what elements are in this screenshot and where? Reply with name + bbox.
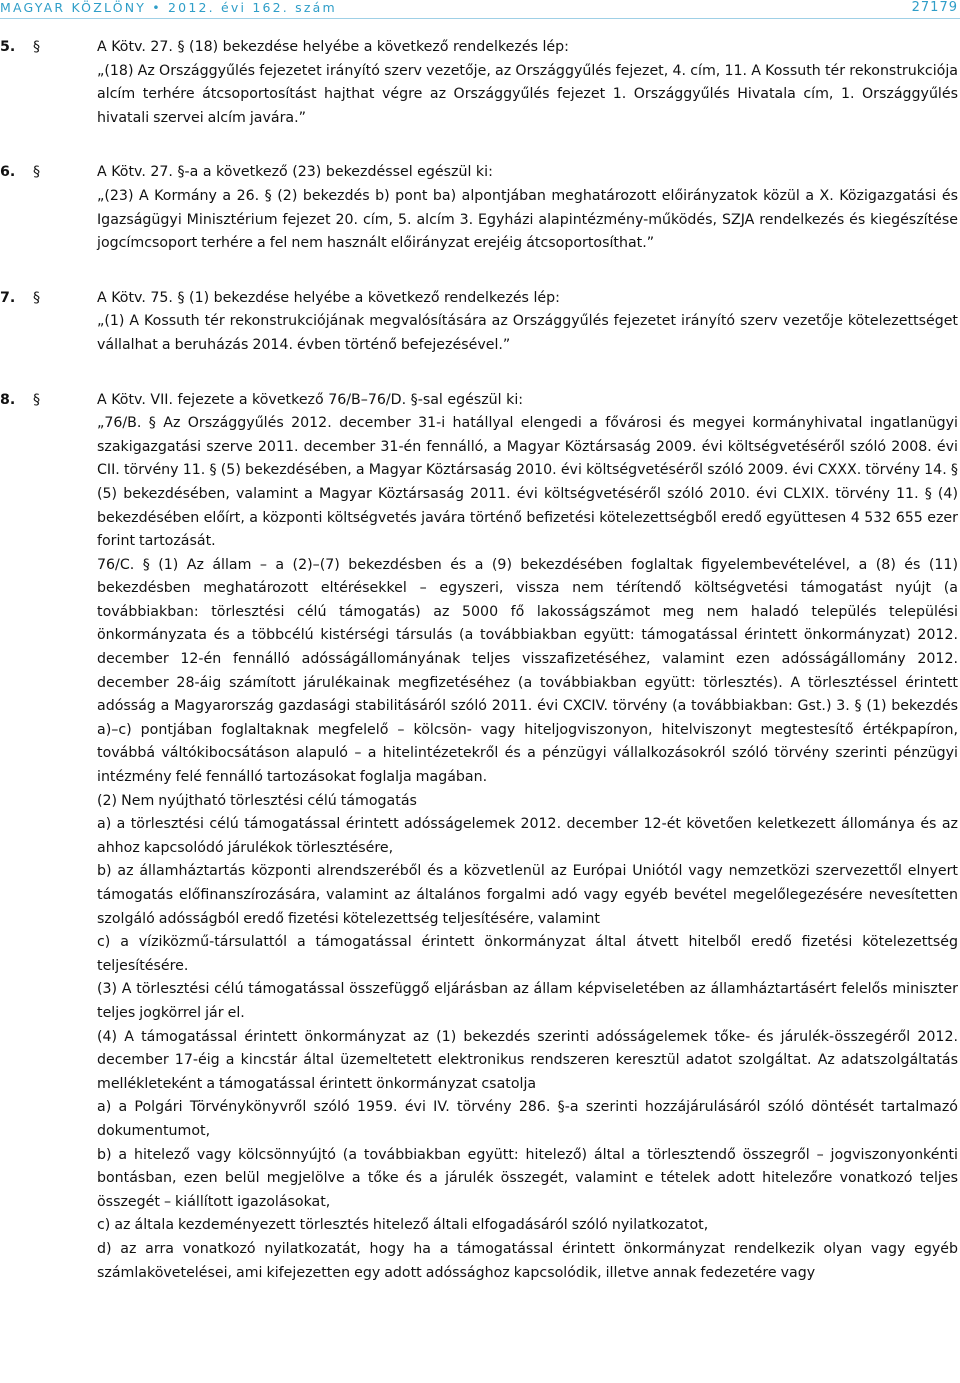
section-7	[0, 287, 960, 358]
section-heading	[0, 36, 960, 60]
section-sign: §	[33, 289, 41, 306]
paragraph-76c-4b: b) a hitelező vagy kölcsönnyújtó (a továbbiakban együtt: hitelező) által a törlesztendő összegről – jogviszonyonkénti bontásban, ezen belül megjelölve a tőke és a járulék összegét, valamint e tételek adott hitelezőre vonatkozó teljes összegét – kiállított igazolásokat,	[97, 1146, 958, 1210]
section-number: 8.	[0, 391, 16, 408]
page-number: 27179	[911, 0, 958, 15]
section-number: 7.	[0, 289, 16, 306]
section-8	[0, 389, 960, 1286]
paragraph-76c-1: 76/C. § (1) Az állam – a (2)–(7) bekezdésben és a (9) bekezdésében foglaltak figyelembevételével, a (8) és (11) bekezdésben meghatározott eltérésekkel – egyszeri, vissza nem térítendő költségvetési támogatást nyújt (a továbbiakban: törlesztési célú támogatás) az 5000 fő lakosságszámot meg nem haladó település települési önkormányzata és a többcélú kistérségi társulás (a továbbiakban együtt: támogatással érintett önkormányzat) 2012. december 12-én fennálló adósságállományának teljes visszafizetéséhez, valamint ezen adósságállomány 2012. december 28-áig számított járulékainak megfizetéséhez (a továbbiakban együtt: törlesztés). A törlesztéssel érintett adósság a Magyarország gazdasági stabilitásáról szóló 2011. évi CXCIV. törvény (a továbbiakban: Gst.) 3. § (1) bekezdés a)–c) pontjában foglaltaknak megfelelő – kölcsön- vagy hiteljogviszonyon, hitelviszonyt megtestesítő értékpapíron, továbbá váltókibocsátáson alapuló – a hitelintézetekről és a pénzügyi vállalkozásokról szóló törvény szerinti pénzügyi intézmény felé fennálló tartozásokat foglalja magában.	[97, 556, 958, 786]
header-divider	[0, 18, 960, 19]
paragraph-76c-2c: c) a víziközmű-társulattól a támogatással érintett önkormányzat által átvett hitelből eredő fizetési kötelezettség teljesítésére.	[97, 934, 958, 974]
paragraph-76c-4d: d) az arra vonatkozó nyilatkozatát, hogy ha a támogatással érintett önkormányzat rendelkezik olyan vagy egyéb számlakövetelései, ami kifejezetten egy adott adóssághoz kapcsolódik, illetve annak fedezetére vagy	[97, 1240, 958, 1281]
paragraph-76b: „76/B. § Az Országgyűlés 2012. december 31-i hatállyal elengedi a fővárosi és megyei kormányhivatal ingatlanügyi szakigazgatási szerve 2011. december 31-én fennálló, a Magyar Köztársaság 2009. évi költségvetéséről szóló 2008. évi CII. törvény 11. § (5) bekezdésében, a Magyar Köztársaság 2010. évi költségvetéséről szóló 2009. évi CXXX. törvény 14. § (5) bekezdésében, valamint a Magyar Köztársaság 2011. évi költségvetéséről szóló 2010. évi CLXIX. törvény 11. § (4) bekezdésében előírt, a központi költségvetés javára történő befizetési kötelezettségből eredő együttesen 4 532 655 ezer forint tartozását.	[97, 415, 958, 550]
paragraph-76c-4: (4) A támogatással érintett önkormányzat az (1) bekezdés szerinti adósságelemek tőke- és járulék-összegéről 2012. december 17-éig a kincstár által üzemeltetett elektronikus rendszeren keresztül adatot szolgáltat. Az adatszolgáltatás mellékleteként a támogatással érintett önkormányzat csatolja	[97, 1028, 958, 1092]
section-heading	[0, 389, 960, 413]
section-6	[0, 161, 960, 255]
section-heading-text: A Kötv. 75. § (1) bekezdése helyébe a következő rendelkezés lép:	[97, 289, 560, 306]
section-heading-text: A Kötv. 27. §-a a következő (23) bekezdéssel egészül ki:	[97, 164, 493, 181]
document-body	[0, 36, 960, 1316]
section-number: 5.	[0, 39, 16, 55]
section-heading	[0, 161, 960, 185]
paragraph-76c-3: (3) A törlesztési célú támogatással összefüggő eljárásban az állam képviseletében az államháztartásért felelős miniszter teljes jogkörrel jár el.	[97, 981, 958, 1021]
publication-title: MAGYAR KÖZLÖNY • 2012. évi 162. szám	[0, 0, 337, 15]
paragraph: „(18) Az Országgyűlés fejezetet irányító szerv vezetője, az Országgyűlés fejezet, 4. cím, 11. A Kossuth tér rekonstrukciója alcím terhére átcsoportosítást hajthat végre az Országgyűlés fejezet 1. Országgyűlés Hivatala cím, 1. Országgyűlés hivatali szervei alcím javára.”	[97, 62, 958, 126]
section-heading-text: A Kötv. VII. fejezete a következő 76/B–76/D. §-sal egészül ki:	[97, 391, 524, 408]
section-heading-text: A Kötv. 27. § (18) bekezdése helyébe a következő rendelkezés lép:	[97, 39, 569, 55]
paragraph: „(1) A Kossuth tér rekonstrukciójának megvalósítására az Országgyűlés fejezetet irányító szerv vezetője kötelezettséget vállalhat a beruházás 2014. évben történő befejezésével.”	[97, 313, 958, 353]
page-header	[0, 0, 960, 16]
section-sign: §	[33, 391, 41, 408]
section-5	[0, 36, 960, 130]
paragraph-76c-4c: c) az általa kezdeményezett törlesztés hitelező általi elfogadásáról szóló nyilatkozatot,	[97, 1217, 709, 1234]
paragraph-76c-4a: a) a Polgári Törvénykönyvről szóló 1959. évi IV. törvény 286. §-a szerinti hozzájárulásáról szóló döntését tartalmazó dokumentumot,	[97, 1099, 958, 1139]
paragraph-76c-2b: b) az államháztartás központi alrendszeréből és a közvetlenül az Európai Uniótól vagy nemzetközi szervezettől elnyert támogatás előfinanszírozására, valamint az általános forgalmi adó vagy egyéb bevétel megelőlegezésére nevesítetten szolgáló adósságból eredő fizetési kötelezettség teljesítésére, valamint	[97, 863, 958, 927]
section-sign: §	[33, 39, 41, 55]
paragraph-76c-2: (2) Nem nyújtható törlesztési célú támogatás	[97, 792, 417, 809]
paragraph: „(23) A Kormány a 26. § (2) bekezdés b) pont ba) alpontjában meghatározott előirányzatok közül a X. Közigazgatási és Igazságügyi Minisztérium fejezet 20. cím, 5. alcím 3. Egyházi alapintézmény-működés, SZJA rendelkezés és kiegészítése jogcímcsoport terhére a fel nem használt előirányzat erejéig átcsoportosíthat.”	[97, 187, 958, 252]
section-heading	[0, 287, 960, 311]
section-sign: §	[33, 164, 41, 181]
paragraph-76c-2a: a) a törlesztési célú támogatással érintett adósságelemek 2012. december 12-ét követően keletkezett állománya és az ahhoz kapcsolódó járulékok törlesztésére,	[97, 816, 958, 856]
section-number: 6.	[0, 164, 16, 181]
